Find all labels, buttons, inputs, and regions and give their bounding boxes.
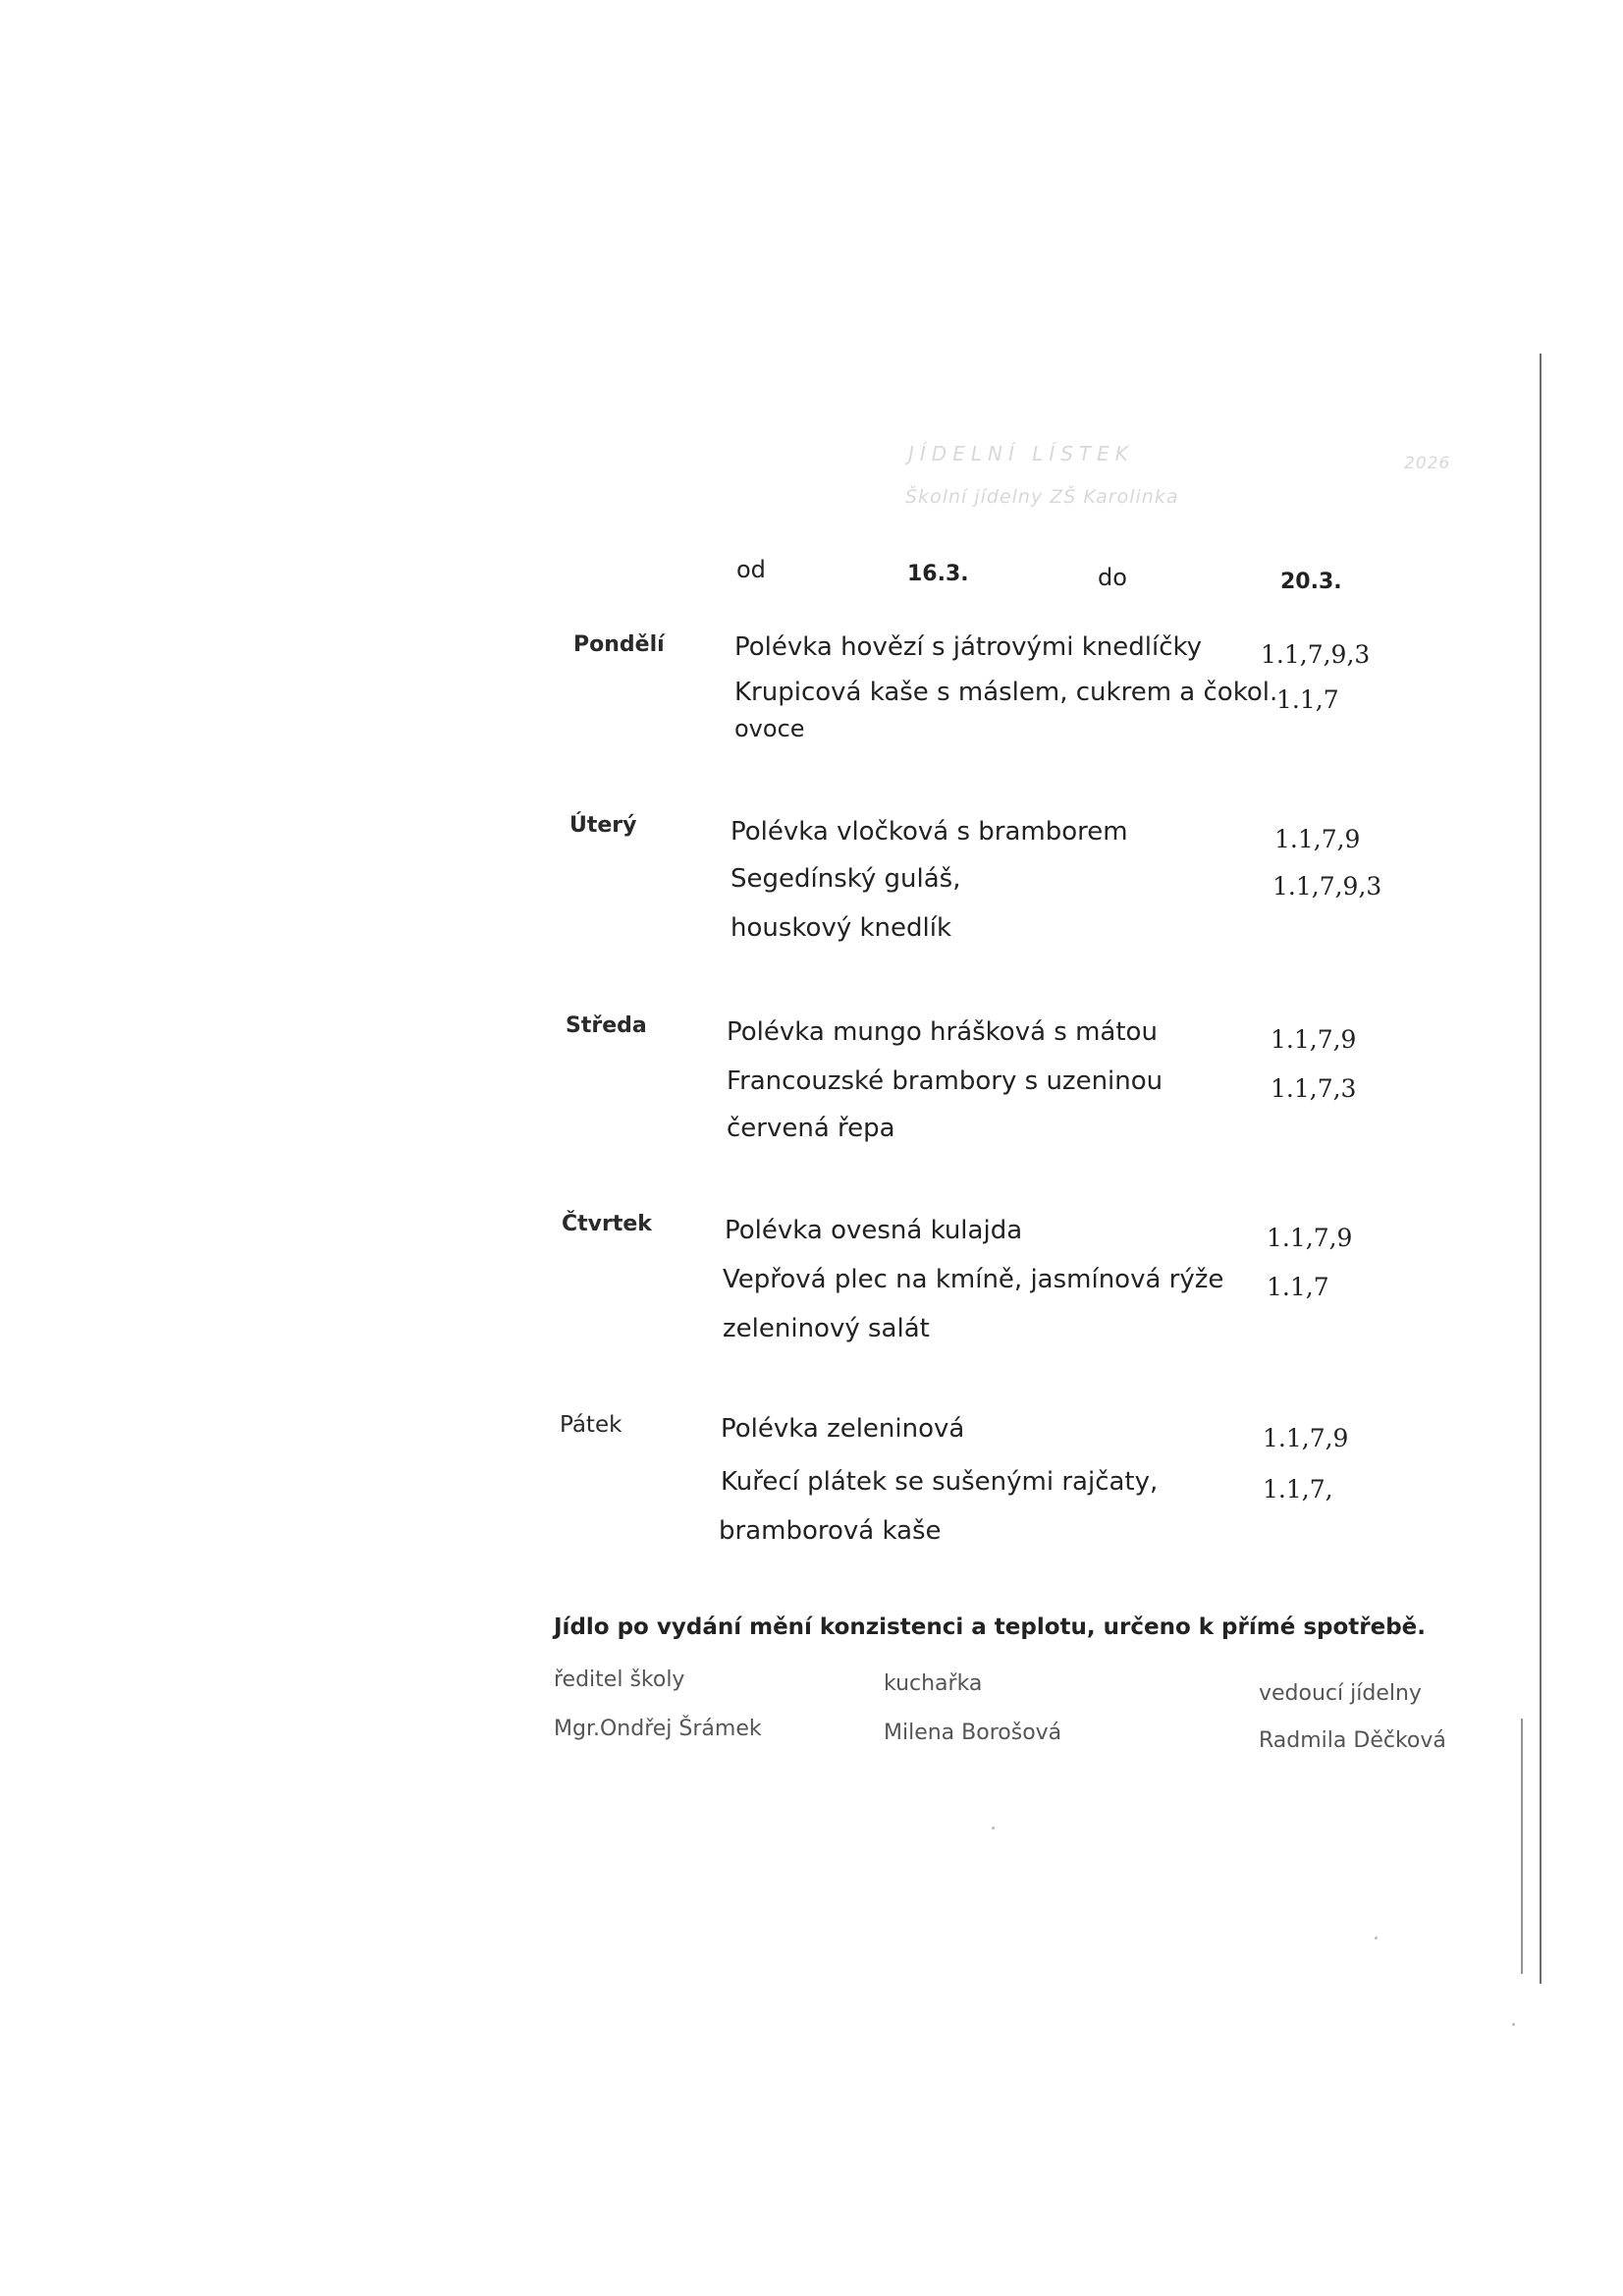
allergen-codes: 1.1,7,9 bbox=[1274, 825, 1361, 853]
menu-item: Polévka vločková s bramborem bbox=[730, 817, 1128, 847]
menu-item: červená řepa bbox=[727, 1114, 895, 1143]
day-name: Úterý bbox=[569, 813, 637, 838]
allergen-codes: 1.1,7 bbox=[1267, 1273, 1329, 1301]
signature-name: Milena Borošová bbox=[884, 1721, 1062, 1745]
allergen-codes: 1.1,7,9 bbox=[1267, 1224, 1353, 1252]
scan-speck bbox=[992, 1827, 995, 1830]
allergen-codes: 1.1,7,9 bbox=[1271, 1025, 1357, 1054]
allergen-codes: 1.1,7, bbox=[1263, 1475, 1333, 1503]
signature-name: Radmila Děčková bbox=[1259, 1728, 1446, 1753]
allergen-codes: 1.1,7,3 bbox=[1271, 1074, 1357, 1103]
signature-role: ředitel školy bbox=[554, 1667, 685, 1692]
scan-speck bbox=[1512, 2023, 1515, 2026]
faded-title: JÍDELNÍ LÍSTEK bbox=[908, 442, 1134, 465]
menu-item: Segedínský guláš, bbox=[730, 864, 961, 894]
menu-item: Polévka mungo hrášková s mátou bbox=[727, 1017, 1158, 1047]
menu-item: zeleninový salát bbox=[723, 1314, 930, 1343]
allergen-codes: 1.1,7,9,3 bbox=[1261, 640, 1371, 669]
scan-edge-line bbox=[1521, 1719, 1523, 1974]
menu-item: Vepřová plec na kmíně, jasmínová rýže bbox=[723, 1265, 1224, 1294]
faded-subtitle: Školní jídelny ZŠ Karolinka bbox=[905, 486, 1179, 508]
menu-item: Polévka hovězí s játrovými knedlíčky bbox=[734, 632, 1203, 662]
day-name: Čtvrtek bbox=[562, 1212, 652, 1236]
menu-item: houskový knedlík bbox=[730, 913, 952, 943]
day-name: Pondělí bbox=[573, 632, 665, 657]
to-label: do bbox=[1098, 564, 1127, 591]
day-name: Středa bbox=[566, 1013, 647, 1038]
allergen-codes: 1.1,7 bbox=[1276, 685, 1339, 714]
menu-item: Kuřecí plátek se sušenými rajčaty, bbox=[721, 1467, 1159, 1497]
consumption-note: Jídlo po vydání mění konzistenci a teplotu, určeno k přímé spotřebě. bbox=[554, 1614, 1427, 1640]
to-date: 20.3. bbox=[1280, 570, 1342, 594]
scan-edge-line bbox=[1540, 354, 1542, 1984]
from-date: 16.3. bbox=[907, 562, 969, 586]
menu-item: ovoce bbox=[734, 715, 805, 742]
signature-role: vedoucí jídelny bbox=[1259, 1681, 1422, 1706]
menu-item: Polévka zeleninová bbox=[721, 1414, 965, 1444]
menu-item: Krupicová kaše s máslem, cukrem a čokol. bbox=[734, 678, 1278, 707]
allergen-codes: 1.1,7,9 bbox=[1263, 1424, 1349, 1452]
signature-role: kuchařka bbox=[884, 1671, 983, 1696]
day-name: Pátek bbox=[560, 1412, 622, 1438]
signature-name: Mgr.Ondřej Šrámek bbox=[554, 1717, 762, 1741]
scan-speck bbox=[1375, 1937, 1378, 1940]
menu-item: Francouzské brambory s uzeninou bbox=[727, 1066, 1163, 1096]
faded-year: 2026 bbox=[1404, 454, 1451, 473]
menu-item: bramborová kaše bbox=[719, 1516, 942, 1546]
allergen-codes: 1.1,7,9,3 bbox=[1272, 872, 1382, 901]
menu-item: Polévka ovesná kulajda bbox=[725, 1216, 1023, 1245]
from-label: od bbox=[736, 556, 766, 583]
